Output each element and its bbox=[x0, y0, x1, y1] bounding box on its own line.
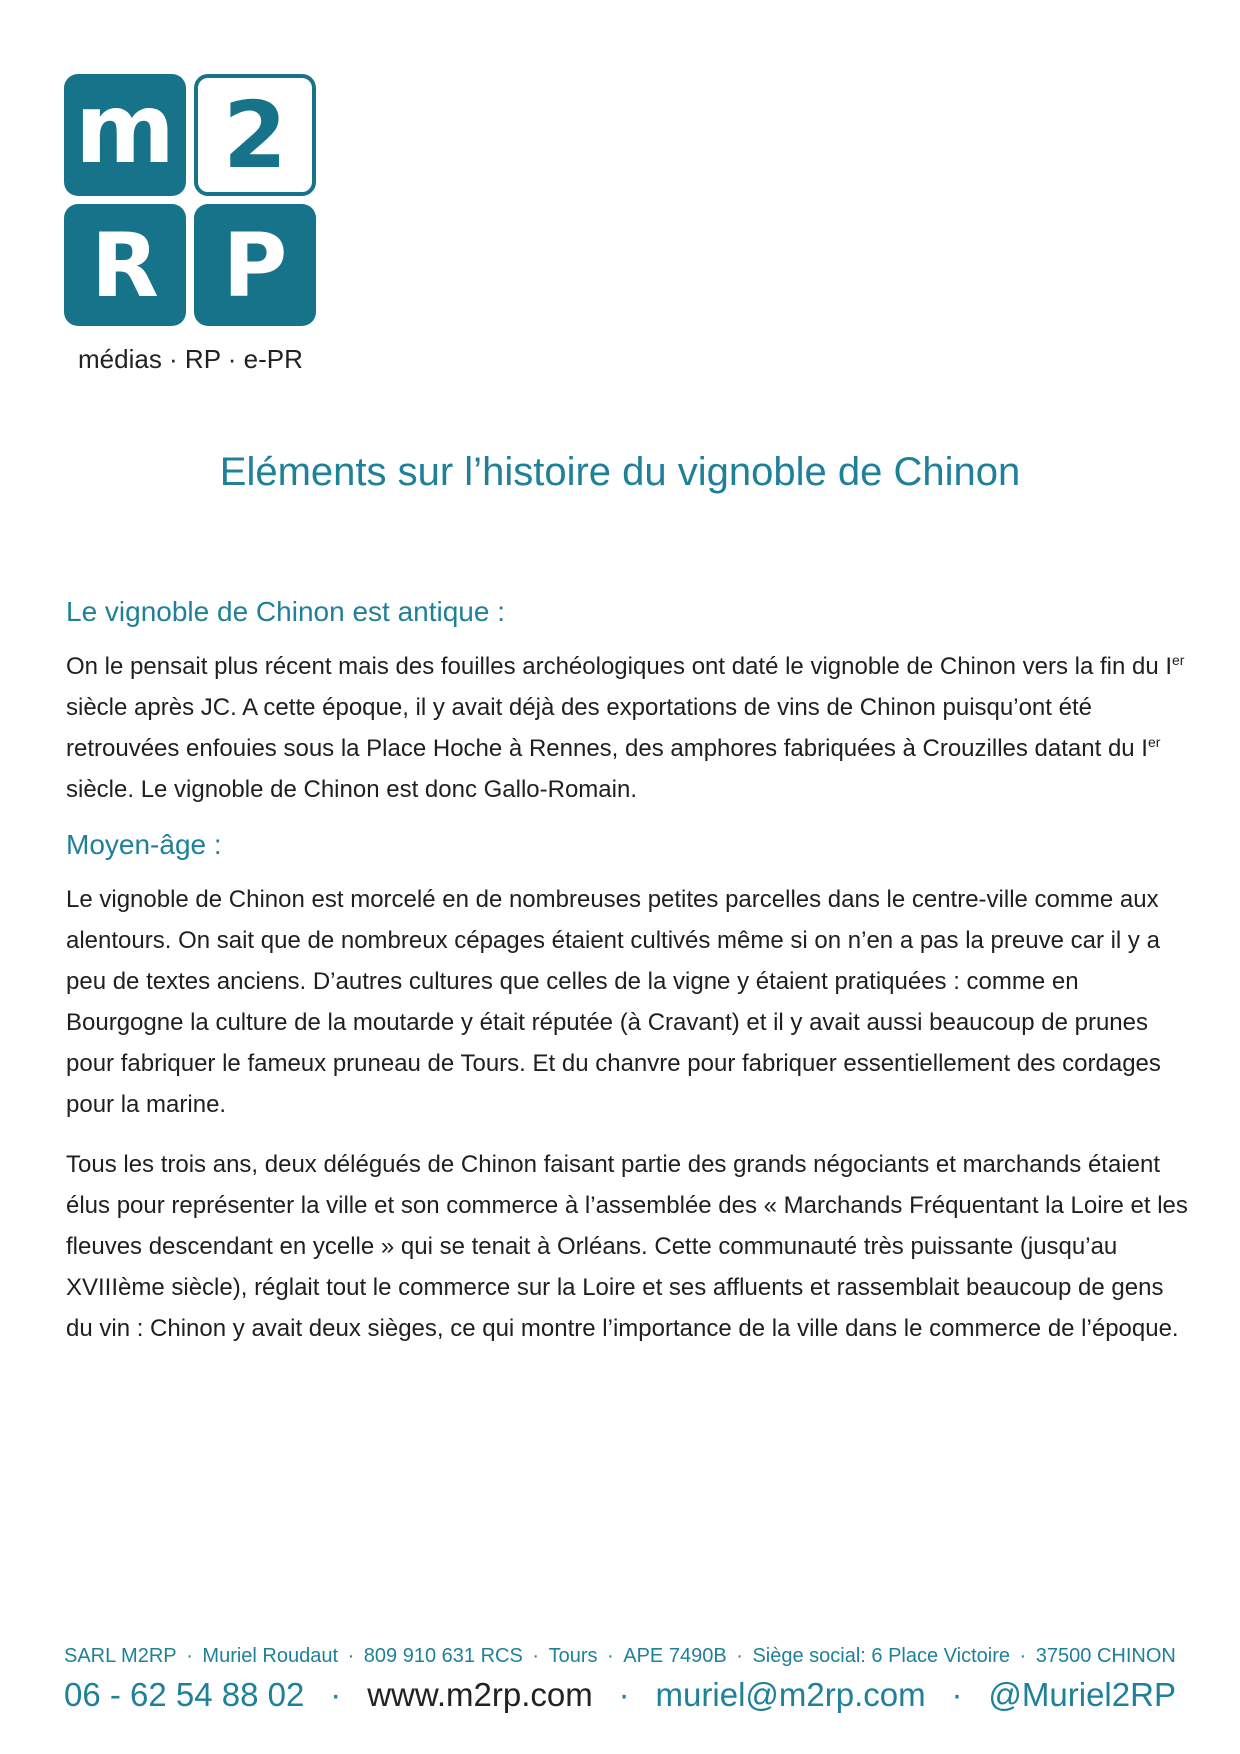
footer-twitter-link[interactable]: @Muriel2RP bbox=[988, 1676, 1176, 1713]
footer-separator: · bbox=[330, 1676, 342, 1713]
footer-person: Muriel Roudaut bbox=[202, 1645, 339, 1667]
paragraph-moyen-age-1: Le vignoble de Chinon est morcelé en de nombreuses petites parcelles dans le centre-ville comme aux alentours. On sait que de nombreux cépages étaient cultivés même si on n’en a pas la preuve car il y a peu de textes anciens. D’autres cultures que celles de la vigne y étaient pratiquées : comme en Bourgogne la culture de la moutarde y était réputée (à Cravant) et il y avait aussi beaucoup de prunes pour fabriquer le fameux pruneau de Tours. Et du chanvre pour fabriquer essentiellement des cordages pour la marine. bbox=[66, 886, 1161, 1118]
footer-address: Siège social: 6 Place Victoire bbox=[752, 1645, 1010, 1667]
footer-email-link[interactable]: muriel@m2rp.com bbox=[655, 1676, 926, 1713]
paragraph-moyen-age-2: Tous les trois ans, deux délégués de Chinon faisant partie des grands négociants et marchands étaient élus pour représenter la ville et son commerce à l’assemblée des « Marchands Fréquentant la Loire et les fleuves descendant en ycelle » qui se tenait à Orléans. Cette communauté très puissante (jusqu’au XVIIIème siècle), réglait tout le commerce sur la Loire et ses affluents et rassemblait beaucoup de gens du vin : Chinon y avait deux sièges, ce qui montre l’importance de la ville dans le commerce de l’époque. bbox=[66, 1151, 1188, 1342]
document-body bbox=[66, 596, 1188, 1368]
section-heading-moyen-age: Moyen-âge : bbox=[66, 829, 222, 860]
footer-separator: · bbox=[1019, 1645, 1027, 1667]
superscript-er: er bbox=[1172, 652, 1185, 668]
footer-contacts bbox=[64, 1676, 1176, 1714]
section-heading-antique: Le vignoble de Chinon est antique : bbox=[66, 596, 505, 627]
paragraph-text: On le pensait plus récent mais des fouilles archéologiques ont daté le vignoble de Chinon vers la fin du I bbox=[66, 653, 1173, 680]
footer-company-info bbox=[64, 1645, 1176, 1668]
footer-separator: · bbox=[186, 1645, 193, 1667]
footer-website-link[interactable]: www.m2rp.com bbox=[367, 1676, 593, 1713]
m2rp-logo bbox=[64, 74, 318, 328]
footer-separator: · bbox=[532, 1645, 540, 1667]
footer-company: SARL M2RP bbox=[64, 1645, 177, 1667]
paragraph-antique bbox=[66, 646, 1188, 810]
logo-tile-p: P bbox=[194, 204, 316, 326]
footer-separator: · bbox=[951, 1676, 963, 1713]
footer-phone[interactable]: 06 - 62 54 88 02 bbox=[64, 1676, 305, 1713]
superscript-er: er bbox=[1147, 734, 1161, 750]
logo-tagline: médias · RP · e-PR bbox=[78, 344, 303, 374]
footer-ape: APE 7490B bbox=[623, 1645, 727, 1667]
footer-rcs: 809 910 631 RCS bbox=[363, 1645, 523, 1667]
footer bbox=[64, 1645, 1176, 1714]
logo-tile-2: 2 bbox=[194, 74, 316, 196]
paragraph-text: siècle après JC. A cette époque, il y avait déjà des exportations de vins de Chinon puisqu’ont été retrouvées enfouies sous la Place Hoche à Rennes, des amphores fabriquées à Crouzilles datant du I bbox=[66, 694, 1148, 762]
footer-city: Tours bbox=[548, 1645, 598, 1667]
footer-separator: · bbox=[607, 1645, 614, 1667]
logo-tile-m: m bbox=[64, 74, 186, 196]
paragraph-text: siècle. Le vignoble de Chinon est donc Gallo-Romain. bbox=[66, 776, 637, 803]
footer-separator: · bbox=[347, 1645, 355, 1667]
footer-separator: · bbox=[618, 1676, 630, 1713]
logo-tile-r: R bbox=[64, 204, 186, 326]
footer-separator: · bbox=[736, 1645, 743, 1667]
document-title: Eléments sur l’histoire du vignoble de Chinon bbox=[219, 450, 1021, 494]
footer-postcode: 37500 CHINON bbox=[1035, 1645, 1176, 1667]
